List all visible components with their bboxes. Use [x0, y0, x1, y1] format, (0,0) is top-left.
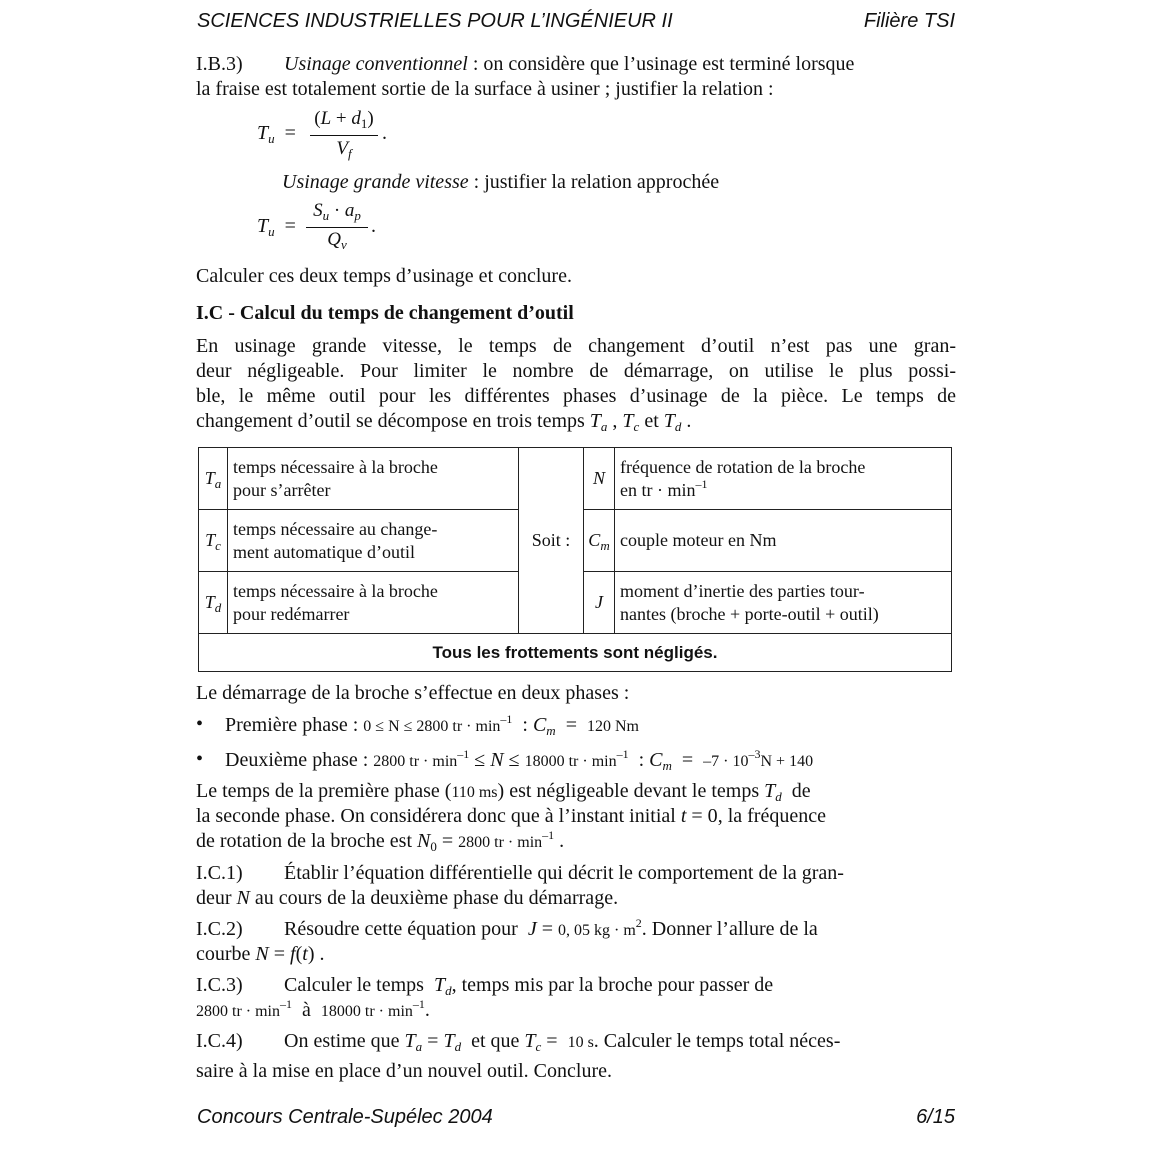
- first-phase-text-line-2: la seconde phase. On considérera donc que à l’instant initial t = 0, la fréquence: [196, 805, 826, 827]
- table-desc: temps nécessaire à la broche pour s’arrêter: [228, 448, 519, 510]
- ic-para-line-2: deur négligeable. Pour limiter le nombre de démarrage, on utilise le plus possi-: [196, 360, 956, 382]
- table-symbol: N: [584, 448, 615, 510]
- header-track: Filière TSI: [863, 10, 955, 32]
- question-ic2: I.C.2) Résoudre cette équation pour J = 0, 05 kg · $m^2$. Donner l’allure de la: [196, 916, 818, 940]
- section-heading-ic: I.C - Calcul du temps de changement d’outil: [196, 302, 574, 324]
- table-desc: temps nécessaire au change- ment automatique d’outil: [228, 510, 519, 572]
- phase2-line: Deuxième phase : 2800 tr · $\min^{-1} \le N \le 18000$ tr · $\min^{-1}$ : $C_m = -7 \cdot 10^{-3}N + 140$: [225, 747, 814, 773]
- header-title: SCIENCES INDUSTRIELLES POUR L’INGÉNIEUR II: [197, 10, 673, 32]
- fraction-conventional: $(L + d_1)$ $V_f$: [310, 108, 378, 166]
- ib3-label: I.B.3): [196, 53, 243, 75]
- bullet-icon: •: [196, 748, 204, 770]
- question-ic2-line-2: courbe N = f(t) .: [196, 943, 325, 965]
- ib3-line-2: la fraise est totalement sortie de la surface à usiner ; justifier la relation :: [196, 78, 774, 100]
- ib3-conclude: Calculer ces deux temps d’usinage et conclure.: [196, 265, 572, 287]
- table-desc: fréquence de rotation de la broche en tr · $\min^{-1}$: [615, 448, 952, 510]
- definitions-table: [198, 447, 952, 672]
- table-soit: Soit :: [519, 448, 584, 634]
- hsv-title: Usinage grande vitesse: [282, 171, 469, 193]
- start-intro: Le démarrage de la broche s’effectue en deux phases :: [196, 682, 630, 704]
- ic-para-line-1: En usinage grande vitesse, le temps de changement d’outil n’est pas une gran-: [196, 335, 956, 357]
- table-symbol: J: [584, 572, 615, 634]
- phase1-line: Première phase : 0 ≤ N ≤ 2800 tr · $\min^{-1}$ : $C_m = 120$ Nm: [225, 712, 639, 738]
- formula-tu-hsv: $T_u$ =: [257, 215, 296, 239]
- ib3-title: Usinage conventionnel: [284, 53, 468, 75]
- table-symbol: $C_m$: [584, 510, 615, 572]
- table-desc: moment d’inertie des parties tour- nantes (broche + porte-outil + outil): [615, 572, 952, 634]
- page-header: [197, 10, 955, 36]
- formula-tu-conventional: $T_u$ =: [257, 122, 296, 146]
- table-row: [199, 448, 952, 510]
- fraction-hsv: $S_u \cdot a_p$ $Q_v$: [306, 200, 368, 258]
- table-desc: temps nécessaire à la broche pour redémarrer: [228, 572, 519, 634]
- table-footer: Tous les frottements sont négligés.: [199, 634, 952, 672]
- table-desc: couple moteur en Nm: [615, 510, 952, 572]
- table-symbol: $T_a$: [199, 448, 228, 510]
- page-footer: [197, 1106, 955, 1132]
- question-ic1: I.C.1) Établir l’équation différentielle qui décrit le comportement de la gran-: [196, 862, 844, 884]
- ic-para-line-3: ble, le même outil pour les différentes phases d’usinage de la pièce. Le temps de: [196, 385, 956, 407]
- bullet-icon: •: [196, 713, 204, 735]
- first-phase-text-line-3: de rotation de la broche est $N_0 = 2800$ tr · $\min^{-1}$ .: [196, 828, 565, 854]
- ib3-line-1: I.B.3) Usinage conventionnel : on considère que l’usinage est terminé lorsque: [196, 53, 855, 75]
- table-footer-row: [199, 634, 952, 672]
- table-symbol: $T_c$: [199, 510, 228, 572]
- question-ic3-line-2: 2800 tr · $\min^{-1}$ à 18000 tr · $\min^{-1}$.: [196, 997, 430, 1021]
- question-ic4-line-2: saire à la mise en place d’un nouvel outil. Conclure.: [196, 1060, 612, 1082]
- question-ic4: I.C.4) On estime que $T_a = T_d$ et que $T_c = 10$ s. Calculer le temps total néces-: [196, 1030, 841, 1054]
- ic-para-line-4: changement d’outil se décompose en trois temps $T_a$ , $T_c$ et $T_d$ .: [196, 410, 692, 434]
- footer-title: Concours Centrale-Supélec 2004: [197, 1106, 493, 1128]
- page-number: 6/15: [916, 1106, 955, 1128]
- question-ic3: I.C.3) Calculer le temps $T_d$, temps mis par la broche pour passer de: [196, 974, 774, 998]
- first-phase-text-line-1: Le temps de la première phase (110 ms) est négligeable devant le temps $T_d$ de: [196, 780, 811, 804]
- table-symbol: $T_d$: [199, 572, 228, 634]
- hsv-line: Usinage grande vitesse : justifier la relation approchée: [282, 171, 720, 193]
- question-ic1-line-2: deur N au cours de la deuxième phase du démarrage.: [196, 887, 619, 909]
